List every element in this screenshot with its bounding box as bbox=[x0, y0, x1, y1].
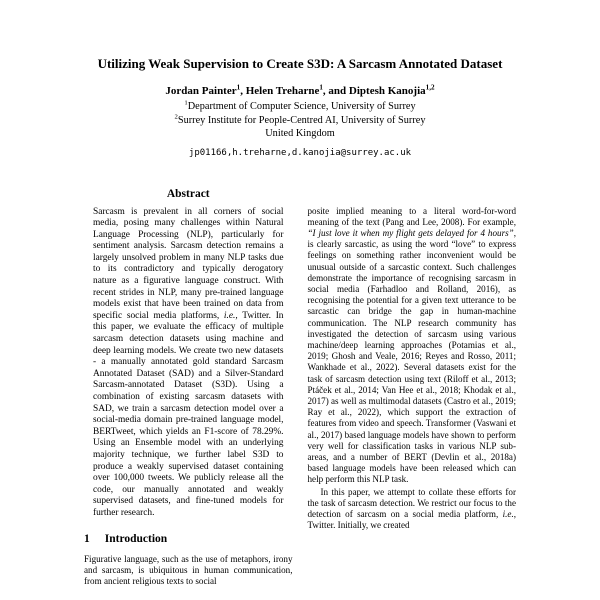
body-paragraph bbox=[308, 206, 517, 486]
affiliation-line-2 bbox=[0, 114, 600, 128]
affiliation-line-1 bbox=[0, 100, 600, 114]
author-superscript: 1,2 bbox=[425, 83, 435, 92]
affiliation-line-3: United Kingdom bbox=[265, 128, 335, 139]
left-column bbox=[84, 188, 293, 588]
author-superscript: 1 bbox=[236, 83, 241, 92]
paragraph-part: , is clearly sarcastic, as using the word “love” to express feelings on something rather inconvenient would be unusual outside of a sarcastic context. Such challenges demonstrate the importance of recognising sarcasm in social media (Farhadloo and Rolland, 2016), as recognising the potential for a given text utterance to be sarcastic can bridge the gap in human-machine communication. The NLP research community has investigated the detection of sarcasm using various machine/deep learning approaches (Potamias et al., 2019; Ghosh and Veale, 2016; Reyes and Rosso, 2011; Wankhade et al., 2022). Several datasets exist for the task of sarcasm detection using text (Riloff et al., 2013; Ptáček et al., 2014; Van Hee et al., 2018; Khodak et al., 2017) as well as multimodal datasets (Castro et al., 2019; Ray et al., 2022), which support the extraction of features from video and speech. Transformer (Vaswani et al., 2017) based language models have shown to perform very well for classification tasks in various NLP sub-areas, and a number of BERT (Devlin et al., 2018a) based language models have been released which can help perform this NLP task. bbox=[307, 227, 516, 485]
section-number: 1 bbox=[84, 532, 90, 545]
section-title: Introduction bbox=[104, 532, 168, 545]
section-heading-introduction bbox=[84, 533, 293, 545]
abstract-text bbox=[84, 207, 293, 520]
authors-line bbox=[0, 85, 600, 97]
abstract-heading: Abstract bbox=[166, 187, 210, 200]
author-name: Diptesh Kanojia bbox=[348, 85, 426, 97]
abstract-italic: i.e., bbox=[223, 310, 238, 321]
affiliation-text: Department of Computer Science, University of Surrey bbox=[187, 101, 416, 112]
author-name: Helen Treharne bbox=[245, 85, 320, 97]
author-separator: , and bbox=[322, 85, 349, 97]
affiliation-superscript: 2 bbox=[174, 113, 178, 121]
author-separator: , bbox=[240, 85, 246, 97]
italic-quote: “I just love it when my flight gets delayed for 4 hours” bbox=[307, 227, 514, 238]
affiliations-block bbox=[0, 100, 600, 141]
italic-abbreviation: i.e., bbox=[502, 508, 516, 519]
author-superscript: 1 bbox=[319, 83, 323, 92]
paragraph-part: Twitter. Initially, we created bbox=[307, 520, 410, 531]
paragraph-part: In this paper, we attempt to collate these efforts for the task of sarcasm detection. We restrict our focus to the detection of sarcasm on a social media platform, bbox=[307, 486, 516, 519]
two-column-body bbox=[84, 188, 516, 588]
paragraph-part: posite implied meaning to a literal word-for-word meaning of the text (Pang and Lee, 2008). For example, bbox=[307, 205, 516, 227]
affiliation-superscript: 1 bbox=[184, 99, 188, 107]
body-paragraph bbox=[308, 487, 517, 532]
abstract-part: Sarcasm is prevalent in all corners of social media, posing many challenges within Natural Language Processing (NLP), particularly for sentiment analysis. Sarcasm detection remains a largely unsolved problem in many NLP tasks due to its contradictory and typically derogatory nature as a figurative language construct. With recent strides in NLP, many pre-trained language models exist that have been trained on data from specific social media platforms, bbox=[93, 206, 284, 321]
right-column bbox=[308, 188, 517, 588]
introduction-paragraph: Figurative language, such as the use of metaphors, irony and sarcasm, is ubiquitous in human communication, from ancient religious texts to social bbox=[84, 553, 293, 586]
affiliation-text: Surrey Institute for People-Centred AI, University of Surrey bbox=[177, 114, 426, 126]
author-name: Jordan Painter bbox=[165, 85, 237, 97]
paper-title: Utilizing Weak Supervision to Create S3D: A Sarcasm Annotated Dataset bbox=[97, 56, 503, 71]
contact-email: jp01166,h.treharne,d.kanojia@surrey.ac.uk bbox=[188, 147, 412, 158]
abstract-part: Twitter. In this paper, we evaluate the efficacy of multiple sarcasm detection datasets using machine and deep learning models. We create two new datasets - a manually annotated gold standard Sarcasm Annotated Dataset (SAD) and a Silver-Standard Sarcasm-annotated Dataset (S3D). Using a combination of existing sarcasm datasets with SAD, we train a sarcasm detection model over a social-media domain pre-trained language model, BERTweet, which yields an F1-score of 78.29%. Using an Ensemble model with an underlying majority technique, we further label S3D to produce a weakly supervised dataset containing over 100,000 tweets. We publicly release all the code, our manually annotated and weakly supervised datasets, and fine-tuned models for further research. bbox=[93, 310, 284, 518]
